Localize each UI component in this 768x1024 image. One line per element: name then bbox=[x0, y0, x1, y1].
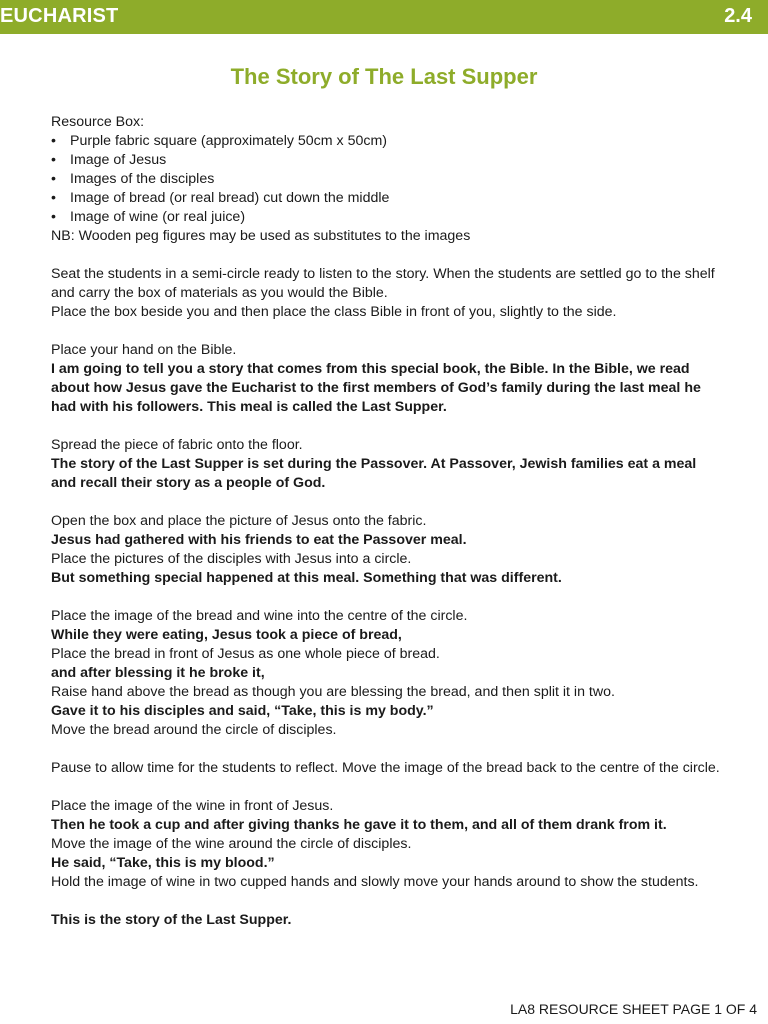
story-instruction-line: Place the image of the wine in front of Jesus. bbox=[51, 798, 334, 814]
story-narration-line: But something special happened at this meal. Something that was different. bbox=[51, 570, 562, 586]
section-number: 2.4 bbox=[724, 5, 752, 27]
story-instruction-line: Place the box beside you and then place the class Bible in front of you, slightly to the side. bbox=[51, 304, 617, 320]
bullet-icon: • bbox=[51, 171, 56, 187]
story-paragraph bbox=[51, 911, 721, 930]
story-narration-line: He said, “Take, this is my blood.” bbox=[51, 855, 275, 871]
story-instruction-line: Seat the students in a semi-circle ready to listen to the story. When the students are settled go to the shelf and carry the box of materials as you would the Bible. bbox=[51, 266, 715, 301]
resource-list bbox=[51, 132, 721, 227]
story-paragraph bbox=[51, 607, 721, 740]
story-instruction-line: Move the image of the wine around the circle of disciples. bbox=[51, 836, 412, 852]
bullet-icon: • bbox=[51, 152, 56, 168]
paragraph-spacer bbox=[51, 417, 721, 436]
page-title: The Story of The Last Supper bbox=[230, 64, 538, 89]
story-instruction-line: Spread the piece of fabric onto the floor. bbox=[51, 437, 303, 453]
resource-item-text: Image of bread (or real bread) cut down the middle bbox=[70, 190, 390, 206]
document-body bbox=[51, 113, 721, 930]
story-paragraph bbox=[51, 512, 721, 588]
bullet-icon: • bbox=[51, 133, 56, 149]
story-instruction-line: Place the bread in front of Jesus as one whole piece of bread. bbox=[51, 646, 440, 662]
paragraph-spacer bbox=[51, 493, 721, 512]
bullet-icon: • bbox=[51, 209, 56, 225]
story-instruction-line: Hold the image of wine in two cupped hands and slowly move your hands around to show the students. bbox=[51, 874, 699, 890]
resource-item-text: Image of wine (or real juice) bbox=[70, 209, 246, 225]
story-narration-line: and after blessing it he broke it, bbox=[51, 665, 265, 681]
story-instruction-line: Raise hand above the bread as though you are blessing the bread, and then split it in two. bbox=[51, 684, 615, 700]
bullet-icon: • bbox=[51, 190, 56, 206]
story-instruction-line: Move the bread around the circle of disciples. bbox=[51, 722, 337, 738]
story-narration-line: Gave it to his disciples and said, “Take, this is my body.” bbox=[51, 703, 434, 719]
resource-item bbox=[51, 189, 721, 208]
story-instruction-line: Pause to allow time for the students to reflect. Move the image of the bread back to the centre of the circle. bbox=[51, 760, 720, 776]
story-paragraph bbox=[51, 797, 721, 892]
story-paragraph bbox=[51, 436, 721, 493]
story-paragraph bbox=[51, 759, 721, 778]
resource-item-text: Purple fabric square (approximately 50cm x 50cm) bbox=[70, 133, 387, 149]
story-instruction-line: Place the image of the bread and wine into the centre of the circle. bbox=[51, 608, 468, 624]
resource-item bbox=[51, 151, 721, 170]
story-paragraphs bbox=[51, 246, 721, 930]
story-narration-line: Then he took a cup and after giving thanks he gave it to them, and all of them drank from it. bbox=[51, 817, 667, 833]
page-footer: LA8 RESOURCE SHEET PAGE 1 OF 4 bbox=[510, 1001, 757, 1017]
story-narration-line: The story of the Last Supper is set during the Passover. At Passover, Jewish families eat a meal and recall their story as a people of God. bbox=[51, 456, 697, 491]
paragraph-spacer bbox=[51, 246, 721, 265]
story-narration-line: This is the story of the Last Supper. bbox=[51, 912, 292, 928]
story-paragraph bbox=[51, 265, 721, 322]
resource-note: NB: Wooden peg figures may be used as substitutes to the images bbox=[51, 228, 471, 244]
paragraph-spacer bbox=[51, 892, 721, 911]
story-narration-line: Jesus had gathered with his friends to eat the Passover meal. bbox=[51, 532, 467, 548]
resource-box-heading: Resource Box: bbox=[51, 114, 145, 130]
paragraph-spacer bbox=[51, 740, 721, 759]
story-paragraph bbox=[51, 341, 721, 417]
header-bar bbox=[0, 0, 768, 34]
resource-item bbox=[51, 132, 721, 151]
paragraph-spacer bbox=[51, 778, 721, 797]
story-instruction-line: Open the box and place the picture of Jesus onto the fabric. bbox=[51, 513, 427, 529]
paragraph-spacer bbox=[51, 322, 721, 341]
resource-item-text: Images of the disciples bbox=[70, 171, 215, 187]
story-instruction-line: Place your hand on the Bible. bbox=[51, 342, 237, 358]
resource-item bbox=[51, 208, 721, 227]
resource-item bbox=[51, 170, 721, 189]
section-title: EUCHARIST bbox=[0, 5, 119, 27]
paragraph-spacer bbox=[51, 588, 721, 607]
resource-item-text: Image of Jesus bbox=[70, 152, 167, 168]
story-narration-line: While they were eating, Jesus took a piece of bread, bbox=[51, 627, 402, 643]
story-instruction-line: Place the pictures of the disciples with Jesus into a circle. bbox=[51, 551, 412, 567]
story-narration-line: I am going to tell you a story that comes from this special book, the Bible. In the Bible, we read about how Jesus gave the Eucharist to the first members of God’s family during the last meal he had with his followers. This meal is called the Last Supper. bbox=[51, 361, 701, 415]
